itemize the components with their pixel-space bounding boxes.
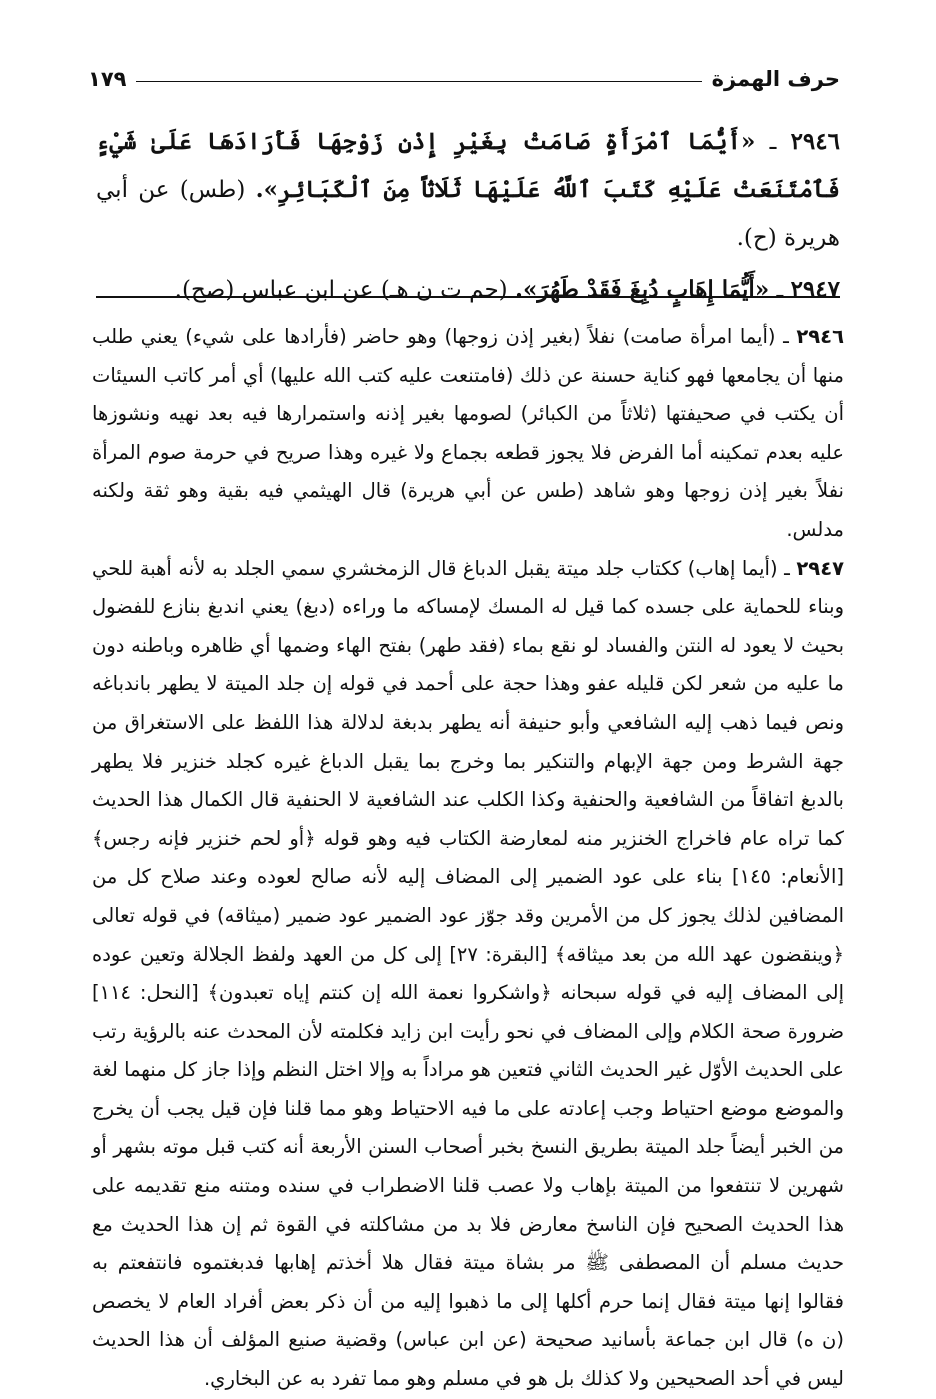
hadith-source: (حم ت ن هـ) عن ابن عباس (صح). — [174, 277, 508, 303]
hadith-number: ٢٩٤٧ — [790, 276, 840, 303]
page-number: ١٧٩ — [88, 67, 127, 91]
commentary-section — [92, 318, 844, 1399]
chapter-title: حرف الهمزة — [711, 67, 840, 91]
commentary-paragraph: ٢٩٤٧ ـ (أيما إهاب) ككتاب جلد ميتة يقبل الدباغ قال الزمخشري سمي الجلد به لأنه أهبة للحي وبناء للحماية على جسده كما قيل له المسك لإمساكه ما وراءه (دبغ) يعني اندبغ بنازع للفضول بحيث لا يعود له النتن والفساد لو نقع بماء (فقد طهر) بفتح الهاء وضمها أي ظاهره وباطنه دون ما عليه من شعر لكن قليله عفو وهذا حجة على أحمد في قوله إن جلد الميتة لا يطهر باندباغه ونص فيما ذهب إليه الشافعي وأبو حنيفة أنه يطهر بدبغة لدلالة هذا اللفظ على الاستغراق من جهة الشرط ومن جهة الإبهام والتنكير بما وخرج بما يقبل الدباغ غيره كجلد خنزير فلا يطهر بالدبغ اتفاقاً من الشافعية والحنفية وكذا الكلب عند الشافعية لا الحنفية قال الكمال هذا الحديث كما تراه عام فاخراج الخنزير منه لمعارضة الكتاب فيه وهو قوله ﴿أو لحم خنزير فإنه رجس﴾ [الأنعام: ١٤٥] بناء على عود الضمير إلى المضاف إليه لأنه صالح لعوده وعند صلاح كل من المضافين لذلك يجوز كل من الأمرين وقد جوّز عود الضمير عود ضمير (ميثاقه) في قوله تعالى ﴿وينقضون عهد الله من بعد ميثاقه﴾ [البقرة: ٢٧] إلى كل من العهد ولفظ الجلالة وتعين عوده إلى المضاف إليه في قوله سبحانه ﴿واشكروا نعمة الله إن كنتم إياه تعبدون﴾ [النحل: ١١٤] ضرورة صحة الكلام وإلى المضاف في نحو رأيت ابن زايد فكلمته لأن المحدث عنه بالرؤية رتب على الحديث الأوّل غير الحديث الثاني فتعين هو مراداً به وإلا اختل النظم وإذا جاز كل منهما لغة والموضع موضع احتياط وجب إعادته على ما فيه الاحتياط وهو مما قلنا فإن قيل يجب أن يخرج من الخبر أيضاً جلد الميتة بطريق النسخ بخبر أصحاب السنن الأربعة أنه كتب قبل موته بشهر أو شهرين لا تنتفعوا من الميتة بإهاب ولا عصب قلنا الاضطراب في سنده ومتنه منع تقديمه على هذا الحديث الصحيح فإن الناسخ معارض فلا بد من مشاكلته في القوة ثم إن هذا الحديث مع حديث مسلم أن المصطفى ﷺ مر بشاة ميتة فقال هلا أخذتم إهابها فدبغتموه فانتفعتم به فقالوا إنها ميتة فقال إنما حرم أكلها إلى ما ذهبوا إليه من أن ذكر بعض أفراد العام لا يخصص (ن ه) قال ابن جماعة بأسانيد صحيحة (عن ابن عباس) وقضية صنيع المؤلف أن هذا الحديث ليس في أحد الصحيحين ولا كذلك بل هو في مسلم وهو مما تفرد به عن البخاري. — [92, 556, 845, 1391]
hadith-number: ٢٩٤٦ — [790, 128, 840, 155]
hadith-source: (طس) عن أبي هريرة (ح). — [96, 177, 840, 251]
hadith-texts — [96, 118, 840, 318]
hadith-entry: ٢٩٤٦ ـ «أَيُّمَا ٱمْرَأَةٍ صَامَتْ بِغَيْرِ إِذْنِ زَوْجِهَا فَأَرَادَهَا عَلَىٰ شَيْءٍ فَٱمْتَنَعَتْ عَلَيْهِ كَتَبَ ٱللَّهُ عَلَيْهَا ثَلَاثاً مِنَ ٱلْكَبَائِرِ». (طس) عن أبي هريرة (ح). — [96, 128, 841, 251]
header-rule — [136, 81, 701, 82]
hadith-entry: ٢٩٤٧ ـ «أَيُّمَا إِهَابٍ دُبِغَ فَقَدْ طَهُرَ». (حم ت ن هـ) عن ابن عباس (صح). — [174, 276, 840, 303]
commentary-text: (أيما إهاب) ككتاب جلد ميتة يقبل الدباغ قال الزمخشري سمي الجلد به لأنه أهبة للحي وبناء للحماية على جسده كما قيل له المسك لإمساكه ما وراءه (دبغ) يعني اندبغ بنازع للفضول بحيث لا يعود له النتن والفساد لو نقع بماء (فقد طهر) بفتح الهاء وضمها أي ظاهره وباطنه دون ما عليه من شعر لكن قليله عفو وهذا حجة على أحمد في قوله إن جلد الميتة لا يطهر باندباغه ونص فيما ذهب إليه الشافعي وأبو حنيفة أنه يطهر بدبغة لدلالة هذا اللفظ على الاستغراق من جهة الشرط ومن جهة الإبهام والتنكير بما وخرج بما يقبل الدباغ غيره كجلد خنزير فلا يطهر بالدبغ اتفاقاً من الشافعية والحنفية وكذا الكلب عند الشافعية لا الحنفية قال الكمال هذا الحديث كما تراه عام فاخراج الخنزير منه لمعارضة الكتاب فيه وهو قوله ﴿أو لحم خنزير فإنه رجس﴾ [الأنعام: ١٤٥] بناء على عود الضمير إلى المضاف إليه لأنه صالح لعوده وعند صلاح كل من المضافين لذلك يجوز كل من الأمرين وقد جوّز عود الضمير عود ضمير (ميثاقه) في قوله تعالى ﴿وينقضون عهد الله من بعد ميثاقه﴾ [البقرة: ٢٧] إلى كل من العهد ولفظ الجلالة وتعين عوده إلى المضاف إليه في قوله سبحانه ﴿واشكروا نعمة الله إن كنتم إياه تعبدون﴾ [النحل: ١١٤] ضرورة صحة الكلام وإلى المضاف في نحو رأيت ابن زايد فكلمته لأن المحدث عنه بالرؤية رتب على الحديث الأوّل غير الحديث الثاني فتعين هو مراداً به وإلا اختل النظم وإذا جاز كل منهما لغة والموضع موضع احتياط وجب إعادته على ما فيه الاحتياط وهو مما قلنا فإن قيل يجب أن يخرج من الخبر أيضاً جلد الميتة بطريق النسخ بخبر أصحاب السنن الأربعة أنه كتب قبل موته بشهر أو شهرين لا تنتفعوا من الميتة بإهاب ولا عصب قلنا الاضطراب في سنده ومتنه منع تقديمه على هذا الحديث الصحيح فإن الناسخ معارض فلا بد من مشاكلته في القوة ثم إن هذا الحديث مع حديث مسلم أن المصطفى ﷺ مر بشاة ميتة فقال هلا أخذتم إهابها فدبغتموه فانتفعتم به فقالوا إنها ميتة فقال إنما حرم أكلها إلى ما ذهبوا إليه من أن ذكر بعض أفراد العام لا يخصص (ن ه) قال ابن جماعة بأسانيد صحيحة (عن ابن عباس) وقضية صنيع المؤلف أن هذا الحديث ليس في أحد الصحيحين ولا كذلك بل هو في مسلم وهو مما تفرد به عن البخاري. — [92, 556, 845, 1391]
hadith-text: «أَيُّمَا ٱمْرَأَةٍ صَامَتْ بِغَيْرِ إِذْنِ زَوْجِهَا فَأَرَادَهَا عَلَىٰ شَيْءٍ فَٱمْتَنَعَتْ عَلَيْهِ كَتَبَ ٱللَّهُ عَلَيْهَا ثَلَاثاً مِنَ ٱلْكَبَائِرِ». — [96, 128, 841, 203]
commentary-number: ٢٩٤٦ — [796, 325, 844, 348]
page-header — [88, 62, 840, 96]
commentary-paragraph: ٢٩٤٦ ـ (أيما امرأة صامت) نفلاً (بغير إذن زوجها) وهو حاضر (فأرادها على شيء) يعني طلب منها أن يجامعها فهو كناية حسنة عن ذلك (فامتنعت عليه كتب الله عليها) أي أمر كاتب السيئات أن يكتب في صحيفتها (ثلاثاً من الكبائر) لصومها بغير إذنه واستمرارها فيه بعد نهيه ونشوزها عليه بعدم تمكينه أما الفرض فلا يجوز قطعه بجماع ولا غيره وهذا صريح في حرمة صوم المرأة نفلاً بغير إذن زوجها وهو شاهد (طس عن أبي هريرة) قال الهيثمي فيه بقية وهو ثقة ولكنه مدلس. — [92, 325, 844, 541]
section-separator — [96, 296, 840, 298]
commentary-number: ٢٩٤٧ — [796, 556, 844, 580]
commentary-text: (أيما امرأة صامت) نفلاً (بغير إذن زوجها) وهو حاضر (فأرادها على شيء) يعني طلب منها أن يجامعها فهو كناية حسنة عن ذلك (فامتنعت عليه كتب الله عليها) أي أمر كاتب السيئات أن يكتب في صحيفتها (ثلاثاً من الكبائر) لصومها بغير إذنه واستمرارها فيه بعد نهيه ونشوزها عليه بعدم تمكينه أما الفرض فلا يجوز قطعه بجماع ولا غيره وهذا صريح في حرمة صوم المرأة نفلاً بغير إذن زوجها وهو شاهد (طس عن أبي هريرة) قال الهيثمي فيه بقية وهو ثقة ولكنه مدلس. — [92, 325, 844, 541]
hadith-text: «أَيُّمَا إِهَابٍ دُبِغَ فَقَدْ طَهُرَ». — [514, 276, 770, 303]
